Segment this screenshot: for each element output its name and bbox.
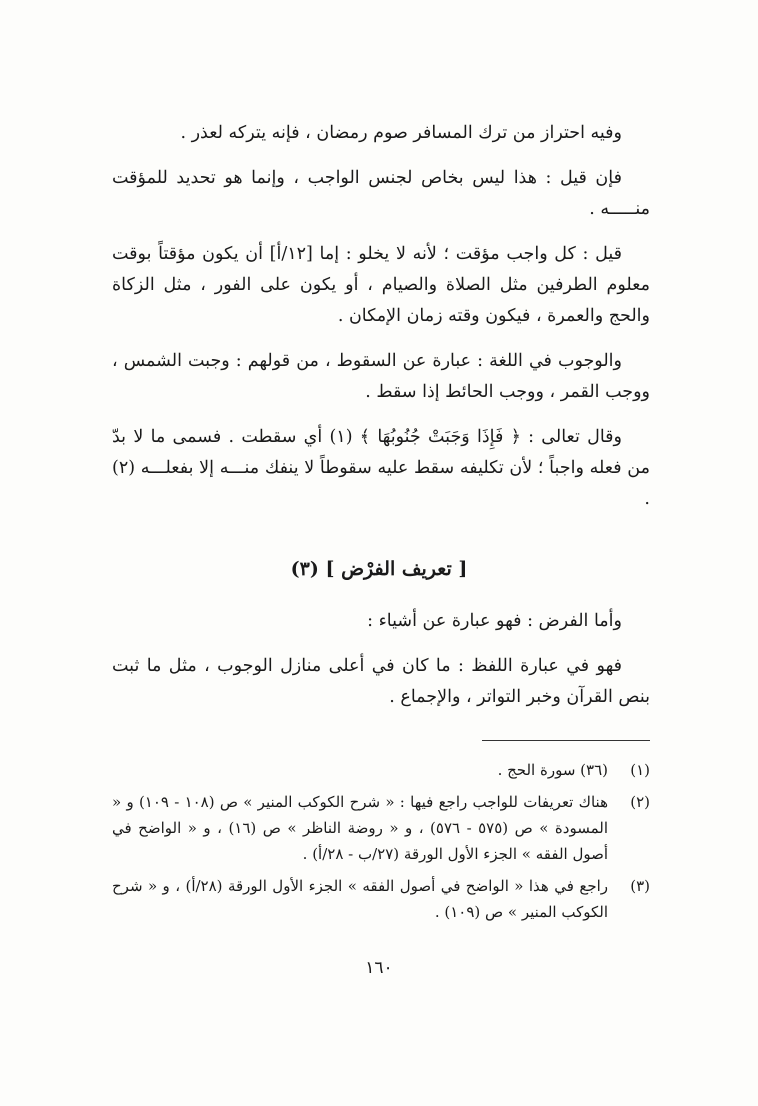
footnote-separator <box>482 740 650 741</box>
paragraph-7: فهو في عبارة اللفظ : ما كان في أعلى منازل الوجوب ، مثل ما ثبت بنص القرآن وخبر التواتر ، والإجماع . <box>112 656 650 707</box>
page-number: ١٦٠ <box>365 958 393 978</box>
body-text-bottom <box>112 606 650 727</box>
section-heading: [ تعريف الفرْض ] (٣) <box>290 558 468 580</box>
footnote-3 <box>112 873 650 925</box>
footnote-number: (١) <box>630 761 650 779</box>
paragraph-6: وأما الفرض : فهو عبارة عن أشياء : <box>367 611 622 631</box>
footnote-number: (٣) <box>630 877 650 895</box>
footnote-2 <box>112 789 650 867</box>
paragraph-2: فإن قيل : هذا ليس بخاص لجنس الواجب ، وإنما هو تحديد للمؤقت منـــــه . <box>112 168 650 219</box>
paragraph-4: والوجوب في اللغة : عبارة عن السقوط ، من قولهم : وجبت الشمس ، ووجب القمر ، ووجب الحائط إذا سقط . <box>112 351 650 402</box>
footnotes <box>112 757 650 931</box>
footnote-number: (٢) <box>630 793 650 811</box>
body-text-top <box>112 118 650 529</box>
footnote-text: (٣٦) سورة الحج . <box>497 761 608 779</box>
footnote-text: راجع في هذا « الواضح في أصول الفقه » الجزء الأول الورقة (٢٨/أ) ، و « شرح الكوكب المنير » ص (١٠٩) . <box>112 877 609 921</box>
paragraph-1: وفيه احتراز من ترك المسافر صوم رمضان ، فإنه يتركه لعذر . <box>180 123 622 143</box>
paragraph-5: وقال تعالى : ﴿ فَإِذَا وَجَبَتْ جُنُوبُهَا ﴾ (١) أي سقطت . فسمى ما لا بدّ من فعله واجباً ؛ لأن تكليفه سقط عليه سقوطاً لا ينفك منـــه إلا بفعلـــه (٢) . <box>112 427 650 509</box>
footnote-text: هناك تعريفات للواجب راجع فيها : « شرح الكوكب المنير » ص (١٠٨ - ١٠٩) و « المسودة » ص (٥٧٥ - ٥٧٦) ، و « روضة الناظر » ص (١٦) ، و « الواضح في أصول الفقه » الجزء الأول الورقة (٢٧/ب - ٢٨/أ) . <box>112 793 608 863</box>
footnote-1 <box>112 757 650 783</box>
paragraph-3: قيل : كل واجب مؤقت ؛ لأنه لا يخلو : إما [١٢/أ] أن يكون مؤقتاً بوقت معلوم الطرفين مثل الصلاة والصيام ، أو يكون على الفور ، مثل الزكاة والحج والعمرة ، فيكون وقته زمان الإمكان . <box>112 244 650 326</box>
